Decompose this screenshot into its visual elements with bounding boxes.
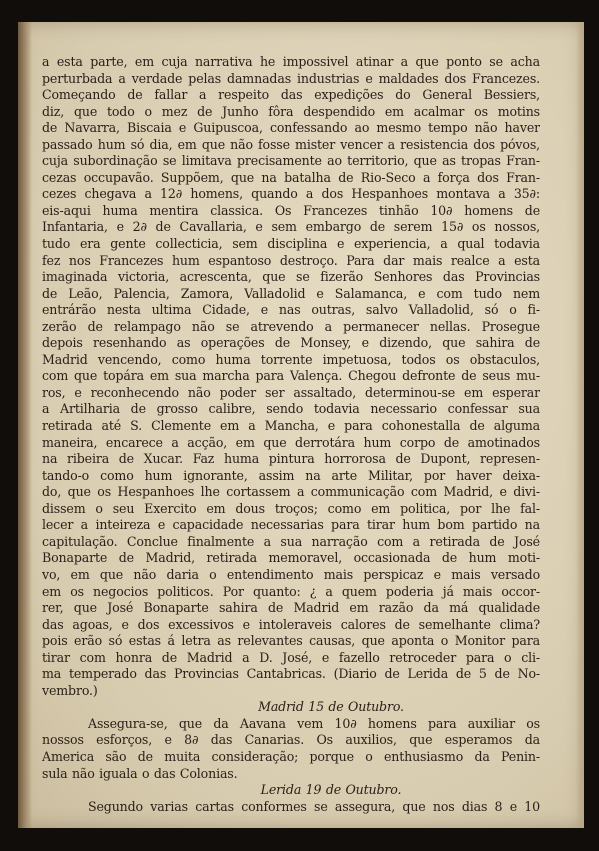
- body-paragraph: [42, 54, 540, 699]
- text-line: tirar com honra de Madrid a D. José, e fazello retroceder para o cli-: [42, 649, 540, 665]
- text-line: das agoas, e dos excessivos e intoleraveis calores de semelhante clima?: [42, 616, 540, 632]
- page-gutter: [18, 22, 32, 828]
- text-line: de Leão, Palencia, Zamora, Valladolid e Salamanca, e com tudo nem: [42, 285, 540, 301]
- text-line: lecer a inteireza e capacidade necessarias para tirar hum bom partido na: [42, 517, 540, 533]
- text-line: Começando de fallar a respeito das expedições do General Bessiers,: [42, 87, 540, 103]
- text-line: a esta parte, em cuja narrativa he impossivel atinar a que ponto se acha: [42, 54, 540, 69]
- text-line: zerão de relampago não se atrevendo a permanecer nellas. Prosegue: [42, 318, 540, 334]
- text-line: passado hum só dia, em que não fosse mister vencer a resistencia dos póvos,: [42, 136, 540, 152]
- text-line: tudo era gente collecticia, sem disciplina e experiencia, a qual todavia: [42, 236, 540, 252]
- text-line: depois resenhando as operações de Monsey, e dizendo, que sahira de: [42, 335, 540, 351]
- article-text: [42, 54, 540, 815]
- dateline-madrid: Madrid 15 de Outubro.: [258, 699, 404, 715]
- text-line: perturbada a verdade pelas damnadas industrias e maldades dos Francezes.: [42, 70, 540, 86]
- text-line: capitulação. Conclue finalmente a sua narração com a retirada de José: [42, 533, 540, 549]
- dateline-lerida: Lerida 19 de Outubro.: [260, 782, 402, 798]
- text-line: rer, que José Bonaparte sahira de Madrid em razão da má qualidade: [42, 600, 540, 616]
- text-line: cuja subordinação se limitava precisamente ao territorio, que as tropas Fran-: [42, 153, 540, 169]
- text-line: ma temperado das Provincias Cantabricas. (Diario de Lerida de 5 de No-: [42, 666, 540, 682]
- text-line: tando-o como hum ignorante, assim na arte Militar, por haver deixa-: [42, 467, 540, 483]
- lerida-paragraph: [42, 799, 540, 816]
- text-line: cezes chegava a 12∂ homens, quando a dos Hespanhoes montava a 35∂:: [42, 186, 540, 202]
- text-line: retirada até S. Clemente em a Mancha, e para cohonestalla de alguma: [42, 418, 540, 434]
- text-line: do, que os Hespanhoes lhe cortassem a communicação com Madrid, e divi-: [42, 484, 540, 500]
- text-line: em os negocios politicos. Por quanto: ¿ a quem poderia já mais occor-: [42, 583, 540, 599]
- text-line: na ribeira de Xucar. Faz huma pintura horrorosa de Dupont, represen-: [42, 451, 540, 467]
- text-line: com que topára em sua marcha para Valença. Chegou defronte de seus mu-: [42, 368, 540, 384]
- text-line: fez nos Francezes hum espantoso destroço. Para dar mais realce a esta: [42, 252, 540, 268]
- text-line: entrárão nesta ultima Cidade, e nas outras, salvo Valladolid, só o fi-: [42, 302, 540, 318]
- text-line: America são de muita consideração; porque o enthusiasmo da Penin-: [42, 748, 540, 764]
- text-line: de Navarra, Biscaia e Guipuscoa, confessando ao mesmo tempo não haver: [42, 120, 540, 136]
- text-line: eis-aqui huma mentira classica. Os Francezes tinhão 10∂ homens de: [42, 202, 540, 218]
- text-line: maneira, encarece a acção, em que derrotára hum corpo de amotinados: [42, 434, 540, 450]
- page-edge: [576, 22, 584, 828]
- text-line: Assegura-se, que da Aavana vem 10∂ homens para auxiliar os: [88, 715, 540, 731]
- text-line: vo, em que não daria o entendimento mais perspicaz e mais versado: [42, 566, 540, 582]
- text-line: a Artilharia de grosso calibre, sendo todavia necessario confessar sua: [42, 401, 540, 417]
- madrid-paragraph: [42, 716, 540, 782]
- text-line: diz, que todo o mez de Junho fôra despendido em acalmar os motins: [42, 103, 540, 119]
- text-line: ros, e reconhecendo não poder ser assaltado, determinou-se em esperar: [42, 384, 540, 400]
- text-line: pois erão só estas á letra as relevantes causas, que aponta o Monitor para: [42, 633, 540, 649]
- text-line: Bonaparte de Madrid, retirada memoravel, occasionada de hum moti-: [42, 550, 540, 566]
- text-line: sula não iguala o das Colonias.: [42, 765, 238, 781]
- text-line: Madrid vencendo, como huma torrente impetuosa, todos os obstaculos,: [42, 351, 540, 367]
- text-line: dissem o seu Exercito em dous troços; como em politica, por lhe fal-: [42, 500, 540, 516]
- text-line: nossos esforços, e 8∂ das Canarias. Os auxilios, que esperamos da: [42, 732, 540, 748]
- text-line: Segundo varias cartas conformes se assegura, que nos dias 8 e 10: [88, 798, 540, 814]
- text-line: vembro.): [42, 682, 98, 698]
- text-line: cezas occupavão. Suppõem, que na batalha de Rio-Seco a força dos Fran-: [42, 169, 540, 185]
- text-line: imaginada victoria, acrescenta, que se fizerão Senhores das Provincias: [42, 269, 540, 285]
- text-line: Infantaria, e 2∂ de Cavallaria, e sem embargo de serem 15∂ os nossos,: [42, 219, 540, 235]
